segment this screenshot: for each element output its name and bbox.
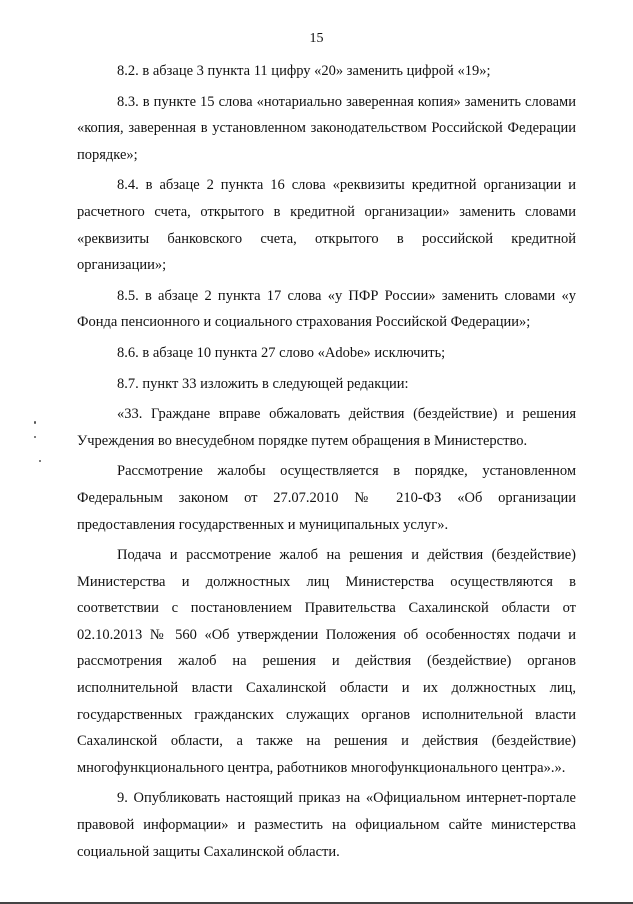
paragraph-33-appeal: «33. Граждане вправе обжаловать действия (бездействие) и решения Учреждения во внесудебном порядке путем обращения в Министерство. (77, 406, 576, 449)
scan-speck (39, 460, 41, 462)
paragraph-8-2: 8.2. в абзаце 3 пункта 11 цифру «20» заменить цифрой «19»; (117, 63, 491, 79)
scan-speck (34, 421, 36, 424)
paragraph-8-4: 8.4. в абзаце 2 пункта 16 слова «реквизиты кредитной организации и расчетного счета, открытого в кредитной организации» заменить словами «реквизиты банковского счета, открытого в российской кредитной организации»; (77, 177, 576, 274)
page-number: 15 (309, 31, 324, 46)
scan-speck (34, 436, 36, 438)
paragraph-8-3: 8.3. в пункте 15 слова «нотариально заверенная копия» заменить словами «копия, заверенная в установленном законодательством Российской Федерации порядке»; (77, 93, 576, 163)
paragraph-9-publish: 9. Опубликовать настоящий приказ на «Официальном интернет-портале правовой информации» и разместить на официальном сайте министерства социальной защиты Сахалинской области. (77, 790, 576, 860)
document-body (77, 58, 576, 865)
paragraph-8-5: 8.5. в абзаце 2 пункта 17 слова «у ПФР России» заменить словами «у Фонда пенсионного и социального страхования Российской Федерации»; (77, 287, 576, 331)
paragraph-complaint-procedure: Рассмотрение жалобы осуществляется в порядке, установленном Федеральным законом от 27.07.2010 № 210-ФЗ «Об организации предоставления государственных и муниципальных услуг». (77, 463, 576, 533)
paragraph-8-6: 8.6. в абзаце 10 пункта 27 слово «Adobe» исключить; (117, 344, 446, 361)
paragraph-complaint-submission: Подача и рассмотрение жалоб на решения и действия (бездействие) Министерства и должностных лиц Министерства осуществляются в соответствии с постановлением Правительства Сахалинской области от 02.10.2013 № 560 «Об утверждении Положения об особенностях подачи и рассмотрения жалоб на решения и действия (бездействие) органов исполнительной власти Сахалинской области и их должностных лиц, государственных гражданских служащих органов исполнительной власти Сахалинской области, а также на решения и действия (бездействие) многофункционального центра, работников многофункционального центра».». (77, 547, 576, 776)
paragraph-8-7: 8.7. пункт 33 изложить в следующей редакции: (117, 375, 409, 392)
